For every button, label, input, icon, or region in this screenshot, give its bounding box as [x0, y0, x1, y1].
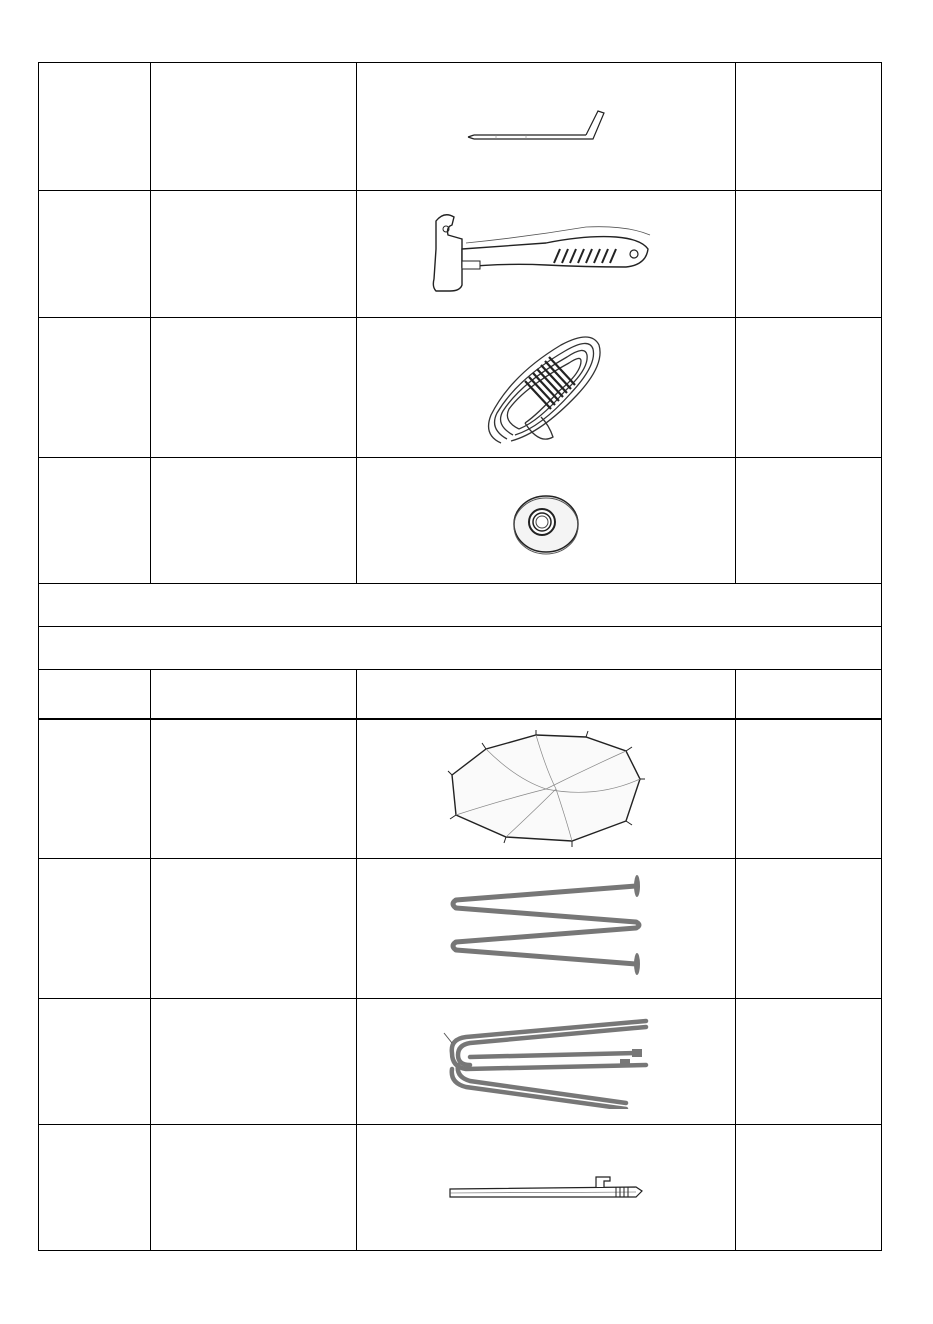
quantity-cell [735, 191, 881, 318]
quantity-cell [735, 318, 881, 458]
stake-icon [446, 1167, 646, 1207]
table-header-row [39, 670, 882, 720]
part-number-cell [39, 63, 151, 191]
part-number-cell [39, 191, 151, 318]
table-row [39, 998, 882, 1124]
tent-peg-icon [466, 97, 626, 157]
part-image-cell [357, 719, 735, 858]
part-name-cell [151, 191, 357, 318]
rope-coil-icon [481, 325, 611, 451]
header-number [39, 670, 151, 720]
folded-pole-icon [446, 872, 646, 984]
part-number-cell [39, 1124, 151, 1250]
table-row [39, 318, 882, 458]
table-row [39, 719, 882, 858]
part-image-cell [357, 63, 735, 191]
part-number-cell [39, 858, 151, 998]
part-name-cell [151, 858, 357, 998]
parts-table [38, 62, 882, 1251]
part-name-cell [151, 719, 357, 858]
part-number-cell [39, 318, 151, 458]
table-row [39, 858, 882, 998]
table-row [39, 1124, 882, 1250]
table-row [39, 63, 882, 191]
part-name-cell [151, 998, 357, 1124]
quantity-cell [735, 458, 881, 584]
part-number-cell [39, 998, 151, 1124]
section-label [39, 627, 882, 670]
quantity-cell [735, 998, 881, 1124]
part-number-cell [39, 458, 151, 584]
header-image [357, 670, 735, 720]
part-image-cell [357, 858, 735, 998]
part-name-cell [151, 63, 357, 191]
peg-hammer-icon [426, 209, 666, 299]
quantity-cell [735, 63, 881, 191]
washer-ring-icon [506, 486, 586, 556]
section-row [39, 627, 882, 670]
quantity-cell [735, 858, 881, 998]
header-quantity [735, 670, 881, 720]
part-name-cell [151, 318, 357, 458]
quantity-cell [735, 1124, 881, 1250]
part-image-cell [357, 191, 735, 318]
part-image-cell [357, 318, 735, 458]
part-image-cell [357, 1124, 735, 1250]
quantity-cell [735, 719, 881, 858]
part-name-cell [151, 1124, 357, 1250]
section-label [39, 584, 882, 627]
header-name [151, 670, 357, 720]
part-name-cell [151, 458, 357, 584]
part-number-cell [39, 719, 151, 858]
part-image-cell [357, 458, 735, 584]
table-row [39, 458, 882, 584]
section-row [39, 584, 882, 627]
groundsheet-icon [446, 729, 646, 849]
part-image-cell [357, 998, 735, 1124]
table-row [39, 191, 882, 318]
parts-list-page [38, 62, 882, 1251]
bent-pole-icon [436, 1013, 656, 1109]
